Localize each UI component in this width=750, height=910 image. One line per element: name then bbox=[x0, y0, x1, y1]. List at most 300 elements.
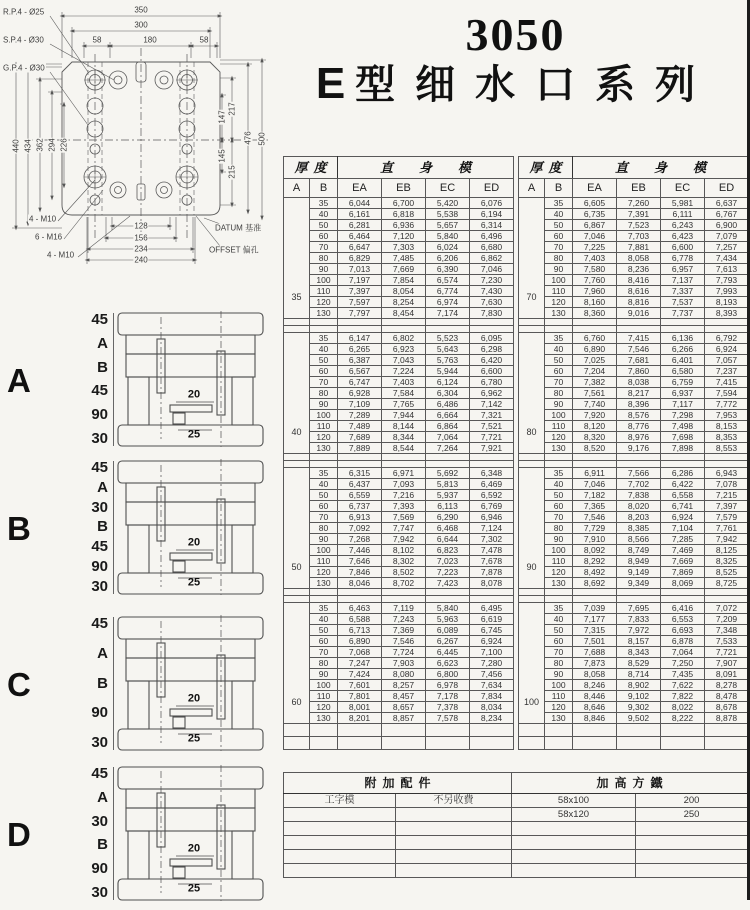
column-header: ED bbox=[470, 179, 514, 198]
price-cell: 7,435 bbox=[661, 669, 705, 680]
empty-cell bbox=[426, 461, 470, 468]
empty-cell bbox=[338, 724, 382, 737]
b-thickness-cell: 80 bbox=[310, 658, 338, 669]
price-cell: 7,415 bbox=[705, 377, 749, 388]
empty-cell bbox=[573, 596, 617, 603]
stack-dim-label: 45 bbox=[91, 765, 108, 782]
empty-cell bbox=[705, 596, 749, 603]
column-header: EC bbox=[661, 179, 705, 198]
price-cell: 8,125 bbox=[705, 545, 749, 556]
stack-dim-line bbox=[113, 767, 114, 900]
price-cell: 7,039 bbox=[573, 603, 617, 614]
b-thickness-cell: 70 bbox=[310, 512, 338, 523]
accessory-cell bbox=[512, 850, 636, 864]
thickness-header: 厚度 bbox=[284, 157, 338, 179]
pocket-dim-20: 20 bbox=[187, 692, 201, 705]
section-c bbox=[0, 612, 280, 757]
empty-cell bbox=[573, 737, 617, 750]
b-thickness-cell: 120 bbox=[310, 432, 338, 443]
right-dim-label: 145 bbox=[217, 149, 227, 163]
price-cell: 9,149 bbox=[617, 567, 661, 578]
price-cell: 7,072 bbox=[705, 603, 749, 614]
empty-cell bbox=[470, 454, 514, 461]
empty-cell bbox=[470, 596, 514, 603]
price-cell: 8,360 bbox=[573, 308, 617, 319]
price-cell: 8,234 bbox=[470, 713, 514, 724]
price-cell: 7,257 bbox=[705, 242, 749, 253]
price-cell: 7,546 bbox=[617, 344, 661, 355]
price-cell: 7,822 bbox=[661, 691, 705, 702]
price-cell: 7,678 bbox=[470, 556, 514, 567]
price-cell: 8,878 bbox=[705, 713, 749, 724]
column-header: ED bbox=[705, 179, 749, 198]
thread-callout-label: 4 - M10 bbox=[47, 250, 75, 260]
price-cell: 7,391 bbox=[617, 209, 661, 220]
a-thickness-cell: 80 bbox=[519, 333, 545, 454]
b-thickness-cell: 80 bbox=[310, 523, 338, 534]
price-cell: 7,501 bbox=[573, 636, 617, 647]
price-cell: 7,702 bbox=[617, 479, 661, 490]
pocket-dim-25: 25 bbox=[187, 882, 201, 895]
price-cell: 7,064 bbox=[426, 432, 470, 443]
empty-cell bbox=[382, 461, 426, 468]
price-cell: 7,721 bbox=[705, 647, 749, 658]
right-dim-label: 215 bbox=[227, 165, 237, 179]
price-cell: 8,857 bbox=[382, 713, 426, 724]
price-cell: 7,903 bbox=[382, 658, 426, 669]
empty-cell bbox=[284, 596, 310, 603]
b-thickness-cell: 50 bbox=[545, 625, 573, 636]
price-cell: 7,854 bbox=[382, 275, 426, 286]
empty-cell bbox=[661, 319, 705, 326]
price-cell: 7,268 bbox=[338, 534, 382, 545]
price-cell: 7,597 bbox=[338, 297, 382, 308]
price-cell: 7,630 bbox=[470, 297, 514, 308]
price-cell: 7,881 bbox=[617, 242, 661, 253]
b-thickness-cell: 100 bbox=[545, 410, 573, 421]
left-dim-label: 294 bbox=[47, 138, 57, 152]
b-thickness-cell: 90 bbox=[310, 264, 338, 275]
accessory-cell: 58x120 bbox=[512, 808, 636, 822]
pocket-dim-20: 20 bbox=[187, 388, 201, 401]
price-cell: 7,023 bbox=[426, 556, 470, 567]
b-thickness-cell: 35 bbox=[310, 198, 338, 209]
mold-section-sketch bbox=[116, 457, 266, 604]
price-cell: 6,780 bbox=[470, 377, 514, 388]
price-cell: 8,278 bbox=[705, 680, 749, 691]
price-cell: 7,224 bbox=[382, 366, 426, 377]
price-cell: 6,928 bbox=[338, 388, 382, 399]
accessory-cell bbox=[396, 864, 512, 878]
bottom-dim-label: 128 bbox=[134, 221, 148, 231]
price-cell: 5,981 bbox=[661, 198, 705, 209]
price-cell: 6,486 bbox=[426, 399, 470, 410]
price-cell: 8,393 bbox=[705, 308, 749, 319]
price-cell: 8,446 bbox=[573, 691, 617, 702]
b-thickness-cell: 130 bbox=[545, 713, 573, 724]
b-thickness-cell: 35 bbox=[545, 468, 573, 479]
thread-callout-label: 6 - M16 bbox=[35, 232, 63, 242]
price-cell: 8,217 bbox=[617, 388, 661, 399]
top-dim-label: 58 bbox=[199, 35, 209, 45]
a-thickness-cell: 60 bbox=[284, 603, 310, 724]
price-cell: 7,174 bbox=[426, 308, 470, 319]
price-cell: 6,957 bbox=[661, 264, 705, 275]
b-thickness-cell: 80 bbox=[310, 253, 338, 264]
accessory-cell bbox=[636, 850, 748, 864]
price-cell: 6,936 bbox=[382, 220, 426, 231]
price-cell: 7,064 bbox=[661, 647, 705, 658]
price-cell: 8,080 bbox=[382, 669, 426, 680]
b-thickness-cell: 90 bbox=[310, 669, 338, 680]
price-cell: 8,054 bbox=[382, 286, 426, 297]
hole-callout-label: G.P.4 - Ø30 bbox=[3, 63, 45, 73]
price-cell: 7,382 bbox=[573, 377, 617, 388]
accessory-cell bbox=[396, 836, 512, 850]
b-thickness-cell: 35 bbox=[310, 603, 338, 614]
mold-section-sketch bbox=[116, 763, 266, 910]
price-cell: 7,478 bbox=[470, 545, 514, 556]
price-cell: 6,024 bbox=[426, 242, 470, 253]
empty-cell bbox=[545, 589, 573, 596]
right-dim-label: 147 bbox=[217, 110, 227, 124]
price-cell: 7,830 bbox=[470, 308, 514, 319]
empty-cell bbox=[705, 454, 749, 461]
empty-cell bbox=[617, 589, 661, 596]
price-cell: 6,924 bbox=[470, 636, 514, 647]
price-cell: 8,492 bbox=[573, 567, 617, 578]
accessory-cell bbox=[636, 822, 748, 836]
price-cell: 6,924 bbox=[705, 344, 749, 355]
empty-cell bbox=[519, 737, 545, 750]
price-cell: 7,430 bbox=[470, 286, 514, 297]
stack-dim-label: 45 bbox=[91, 615, 108, 632]
price-cell: 7,907 bbox=[705, 658, 749, 669]
empty-cell bbox=[519, 589, 545, 596]
price-cell: 7,729 bbox=[573, 523, 617, 534]
price-cell: 6,769 bbox=[470, 501, 514, 512]
price-cell: 7,365 bbox=[573, 501, 617, 512]
empty-cell bbox=[338, 589, 382, 596]
price-cell: 7,230 bbox=[470, 275, 514, 286]
price-cell: 6,818 bbox=[382, 209, 426, 220]
price-cell: 8,344 bbox=[382, 432, 426, 443]
price-cell: 7,489 bbox=[338, 421, 382, 432]
b-thickness-cell: 130 bbox=[545, 578, 573, 589]
page-title-block bbox=[288, 10, 743, 109]
price-cell: 7,079 bbox=[705, 231, 749, 242]
price-cell: 6,680 bbox=[470, 242, 514, 253]
price-cell: 6,978 bbox=[426, 680, 470, 691]
price-cell: 7,760 bbox=[573, 275, 617, 286]
accessory-cell bbox=[636, 836, 748, 850]
stack-dims bbox=[70, 312, 108, 446]
price-cell: 7,124 bbox=[470, 523, 514, 534]
price-cell: 7,646 bbox=[338, 556, 382, 567]
price-cell: 7,013 bbox=[338, 264, 382, 275]
stack-dim-label: 30 bbox=[91, 883, 108, 901]
b-thickness-cell: 35 bbox=[310, 333, 338, 344]
empty-cell bbox=[661, 454, 705, 461]
price-cell: 6,974 bbox=[426, 297, 470, 308]
section-letter: B bbox=[7, 509, 31, 547]
stack-dim-label: 30 bbox=[91, 812, 108, 830]
empty-cell bbox=[519, 461, 545, 468]
price-cell: 7,873 bbox=[573, 658, 617, 669]
price-cell: 7,889 bbox=[338, 443, 382, 454]
price-cell: 8,078 bbox=[470, 578, 514, 589]
accessory-cell bbox=[284, 822, 396, 836]
price-cell: 6,559 bbox=[338, 490, 382, 501]
price-cell: 8,092 bbox=[573, 545, 617, 556]
price-cell: 8,058 bbox=[617, 253, 661, 264]
b-thickness-cell: 35 bbox=[310, 468, 338, 479]
price-cell: 6,900 bbox=[705, 220, 749, 231]
price-cell: 7,942 bbox=[705, 534, 749, 545]
price-cell: 6,111 bbox=[661, 209, 705, 220]
section-b bbox=[0, 456, 280, 601]
price-cell: 7,546 bbox=[382, 636, 426, 647]
price-cell: 7,315 bbox=[573, 625, 617, 636]
b-thickness-cell: 70 bbox=[310, 377, 338, 388]
empty-cell bbox=[545, 461, 573, 468]
price-cell: 7,689 bbox=[338, 432, 382, 443]
stack-dim-label: 30 bbox=[91, 734, 108, 751]
price-cell: 8,396 bbox=[617, 399, 661, 410]
price-cell: 6,588 bbox=[338, 614, 382, 625]
empty-cell bbox=[426, 724, 470, 737]
price-cell: 6,416 bbox=[661, 603, 705, 614]
empty-cell bbox=[617, 461, 661, 468]
section-letter: C bbox=[7, 665, 31, 703]
stack-dim-label: 45 bbox=[91, 382, 108, 400]
a-thickness-cell: 100 bbox=[519, 603, 545, 724]
accessory-cell bbox=[284, 864, 396, 878]
empty-cell bbox=[310, 589, 338, 596]
stack-dim-label: 45 bbox=[91, 538, 108, 556]
empty-cell bbox=[338, 461, 382, 468]
empty-cell bbox=[338, 326, 382, 333]
b-thickness-cell: 130 bbox=[545, 308, 573, 319]
price-cell: 7,498 bbox=[661, 421, 705, 432]
price-cell: 8,976 bbox=[617, 432, 661, 443]
section-d bbox=[0, 762, 280, 907]
price-cell: 8,416 bbox=[617, 275, 661, 286]
price-cell: 7,223 bbox=[426, 567, 470, 578]
b-thickness-cell: 90 bbox=[545, 534, 573, 545]
spec-table bbox=[283, 156, 514, 750]
price-cell: 7,523 bbox=[617, 220, 661, 231]
b-thickness-cell: 35 bbox=[545, 198, 573, 209]
price-cell: 8,120 bbox=[573, 421, 617, 432]
b-thickness-cell: 60 bbox=[545, 501, 573, 512]
price-cell: 6,580 bbox=[661, 366, 705, 377]
b-thickness-cell: 90 bbox=[310, 534, 338, 545]
stack-dim-label: A bbox=[97, 788, 108, 806]
price-cell: 7,546 bbox=[573, 512, 617, 523]
price-cell: 7,724 bbox=[382, 647, 426, 658]
b-thickness-cell: 40 bbox=[310, 479, 338, 490]
price-cell: 8,692 bbox=[573, 578, 617, 589]
column-header: B bbox=[545, 179, 573, 198]
price-cell: 7,942 bbox=[382, 534, 426, 545]
column-header: B bbox=[310, 179, 338, 198]
price-cell: 7,216 bbox=[382, 490, 426, 501]
series-letter: E bbox=[315, 59, 356, 108]
b-thickness-cell: 110 bbox=[545, 421, 573, 432]
price-cell: 6,423 bbox=[661, 231, 705, 242]
price-cell: 7,337 bbox=[661, 286, 705, 297]
price-cell: 7,225 bbox=[573, 242, 617, 253]
empty-cell bbox=[519, 454, 545, 461]
price-cell: 8,949 bbox=[617, 556, 661, 567]
price-cell: 8,020 bbox=[617, 501, 661, 512]
empty-cell bbox=[310, 326, 338, 333]
b-thickness-cell: 120 bbox=[310, 297, 338, 308]
price-cell: 5,657 bbox=[426, 220, 470, 231]
price-cell: 7,972 bbox=[617, 625, 661, 636]
pocket-dim-20: 20 bbox=[187, 536, 201, 549]
price-cell: 7,721 bbox=[470, 432, 514, 443]
price-cell: 9,302 bbox=[617, 702, 661, 713]
price-cell: 7,740 bbox=[573, 399, 617, 410]
price-cell: 6,619 bbox=[470, 614, 514, 625]
empty-cell bbox=[617, 319, 661, 326]
price-cell: 8,544 bbox=[382, 443, 426, 454]
stack-dim-label: 90 bbox=[91, 558, 108, 576]
price-cell: 7,215 bbox=[705, 490, 749, 501]
price-cell: 7,423 bbox=[426, 578, 470, 589]
price-cell: 6,647 bbox=[338, 242, 382, 253]
empty-cell bbox=[284, 461, 310, 468]
price-cell: 8,525 bbox=[705, 567, 749, 578]
price-cell: 8,646 bbox=[573, 702, 617, 713]
b-thickness-cell: 100 bbox=[310, 410, 338, 421]
price-cell: 6,161 bbox=[338, 209, 382, 220]
stack-dim-label: B bbox=[97, 674, 108, 692]
price-cell: 5,692 bbox=[426, 468, 470, 479]
price-cell: 7,237 bbox=[705, 366, 749, 377]
price-cell: 6,802 bbox=[382, 333, 426, 344]
b-thickness-cell: 80 bbox=[545, 388, 573, 399]
price-cell: 7,761 bbox=[705, 523, 749, 534]
left-dim-label: 440 bbox=[11, 139, 21, 153]
price-cell: 6,800 bbox=[426, 669, 470, 680]
price-cell: 8,576 bbox=[617, 410, 661, 421]
price-cell: 8,193 bbox=[705, 297, 749, 308]
price-cell: 6,774 bbox=[426, 286, 470, 297]
price-cell: 6,600 bbox=[661, 242, 705, 253]
price-cell: 6,937 bbox=[661, 388, 705, 399]
price-cell: 6,760 bbox=[573, 333, 617, 344]
empty-cell bbox=[426, 737, 470, 750]
empty-cell bbox=[705, 589, 749, 596]
price-cell: 7,920 bbox=[573, 410, 617, 421]
empty-cell bbox=[573, 326, 617, 333]
a-thickness-cell: 50 bbox=[284, 468, 310, 589]
price-cell: 6,767 bbox=[705, 209, 749, 220]
a-thickness-cell: 40 bbox=[284, 333, 310, 454]
b-thickness-cell: 40 bbox=[310, 344, 338, 355]
empty-cell bbox=[661, 461, 705, 468]
price-cell: 7,622 bbox=[661, 680, 705, 691]
price-cell: 6,464 bbox=[338, 231, 382, 242]
price-cell: 7,569 bbox=[382, 512, 426, 523]
price-cell: 7,289 bbox=[338, 410, 382, 421]
left-dim-label: 362 bbox=[35, 138, 45, 152]
price-cell: 7,046 bbox=[470, 264, 514, 275]
section-letter: D bbox=[7, 815, 31, 853]
price-cell: 6,095 bbox=[470, 333, 514, 344]
price-cell: 6,206 bbox=[426, 253, 470, 264]
price-cell: 7,846 bbox=[338, 567, 382, 578]
price-cell: 7,456 bbox=[470, 669, 514, 680]
accessory-cell bbox=[396, 808, 512, 822]
price-cell: 7,250 bbox=[661, 658, 705, 669]
price-cell: 6,553 bbox=[661, 614, 705, 625]
empty-cell bbox=[519, 724, 545, 737]
price-cell: 8,091 bbox=[705, 669, 749, 680]
price-cell: 7,669 bbox=[661, 556, 705, 567]
pocket-dim-20: 20 bbox=[187, 842, 201, 855]
price-cell: 9,502 bbox=[617, 713, 661, 724]
price-cell: 5,937 bbox=[426, 490, 470, 501]
price-cell: 8,457 bbox=[382, 691, 426, 702]
b-thickness-cell: 35 bbox=[545, 603, 573, 614]
price-cell: 7,613 bbox=[705, 264, 749, 275]
price-cell: 7,378 bbox=[426, 702, 470, 713]
price-cell: 6,136 bbox=[661, 333, 705, 344]
price-cell: 6,867 bbox=[573, 220, 617, 231]
accessory-cell: 200 bbox=[636, 794, 748, 808]
price-cell: 7,109 bbox=[338, 399, 382, 410]
empty-cell bbox=[426, 454, 470, 461]
thickness-header: 厚度 bbox=[519, 157, 573, 179]
price-cell: 6,911 bbox=[573, 468, 617, 479]
b-thickness-cell: 70 bbox=[545, 512, 573, 523]
price-cell: 7,537 bbox=[661, 297, 705, 308]
accessory-cell bbox=[512, 836, 636, 850]
empty-cell bbox=[705, 319, 749, 326]
price-cell: 6,713 bbox=[338, 625, 382, 636]
price-cell: 7,243 bbox=[382, 614, 426, 625]
accessory-cell: 不另收費 bbox=[396, 794, 512, 808]
empty-cell bbox=[338, 319, 382, 326]
b-thickness-cell: 70 bbox=[310, 242, 338, 253]
empty-cell bbox=[545, 737, 573, 750]
price-cell: 7,120 bbox=[382, 231, 426, 242]
price-cell: 8,714 bbox=[617, 669, 661, 680]
b-thickness-cell: 40 bbox=[310, 209, 338, 220]
b-thickness-cell: 70 bbox=[545, 647, 573, 658]
mold-section-sketch bbox=[116, 309, 266, 456]
b-thickness-cell: 110 bbox=[545, 286, 573, 297]
empty-cell bbox=[661, 589, 705, 596]
b-thickness-cell: 60 bbox=[310, 366, 338, 377]
empty-cell bbox=[617, 454, 661, 461]
left-dim-label: 226 bbox=[59, 138, 69, 152]
price-cell: 6,890 bbox=[338, 636, 382, 647]
price-cell: 7,960 bbox=[573, 286, 617, 297]
b-thickness-cell: 110 bbox=[545, 691, 573, 702]
pocket-dim-25: 25 bbox=[187, 732, 201, 745]
price-cell: 6,463 bbox=[338, 603, 382, 614]
b-thickness-cell: 90 bbox=[545, 399, 573, 410]
stack-dims bbox=[70, 616, 108, 750]
price-cell: 8,478 bbox=[705, 691, 749, 702]
b-thickness-cell: 40 bbox=[545, 209, 573, 220]
stack-dim-label: 45 bbox=[91, 459, 108, 476]
